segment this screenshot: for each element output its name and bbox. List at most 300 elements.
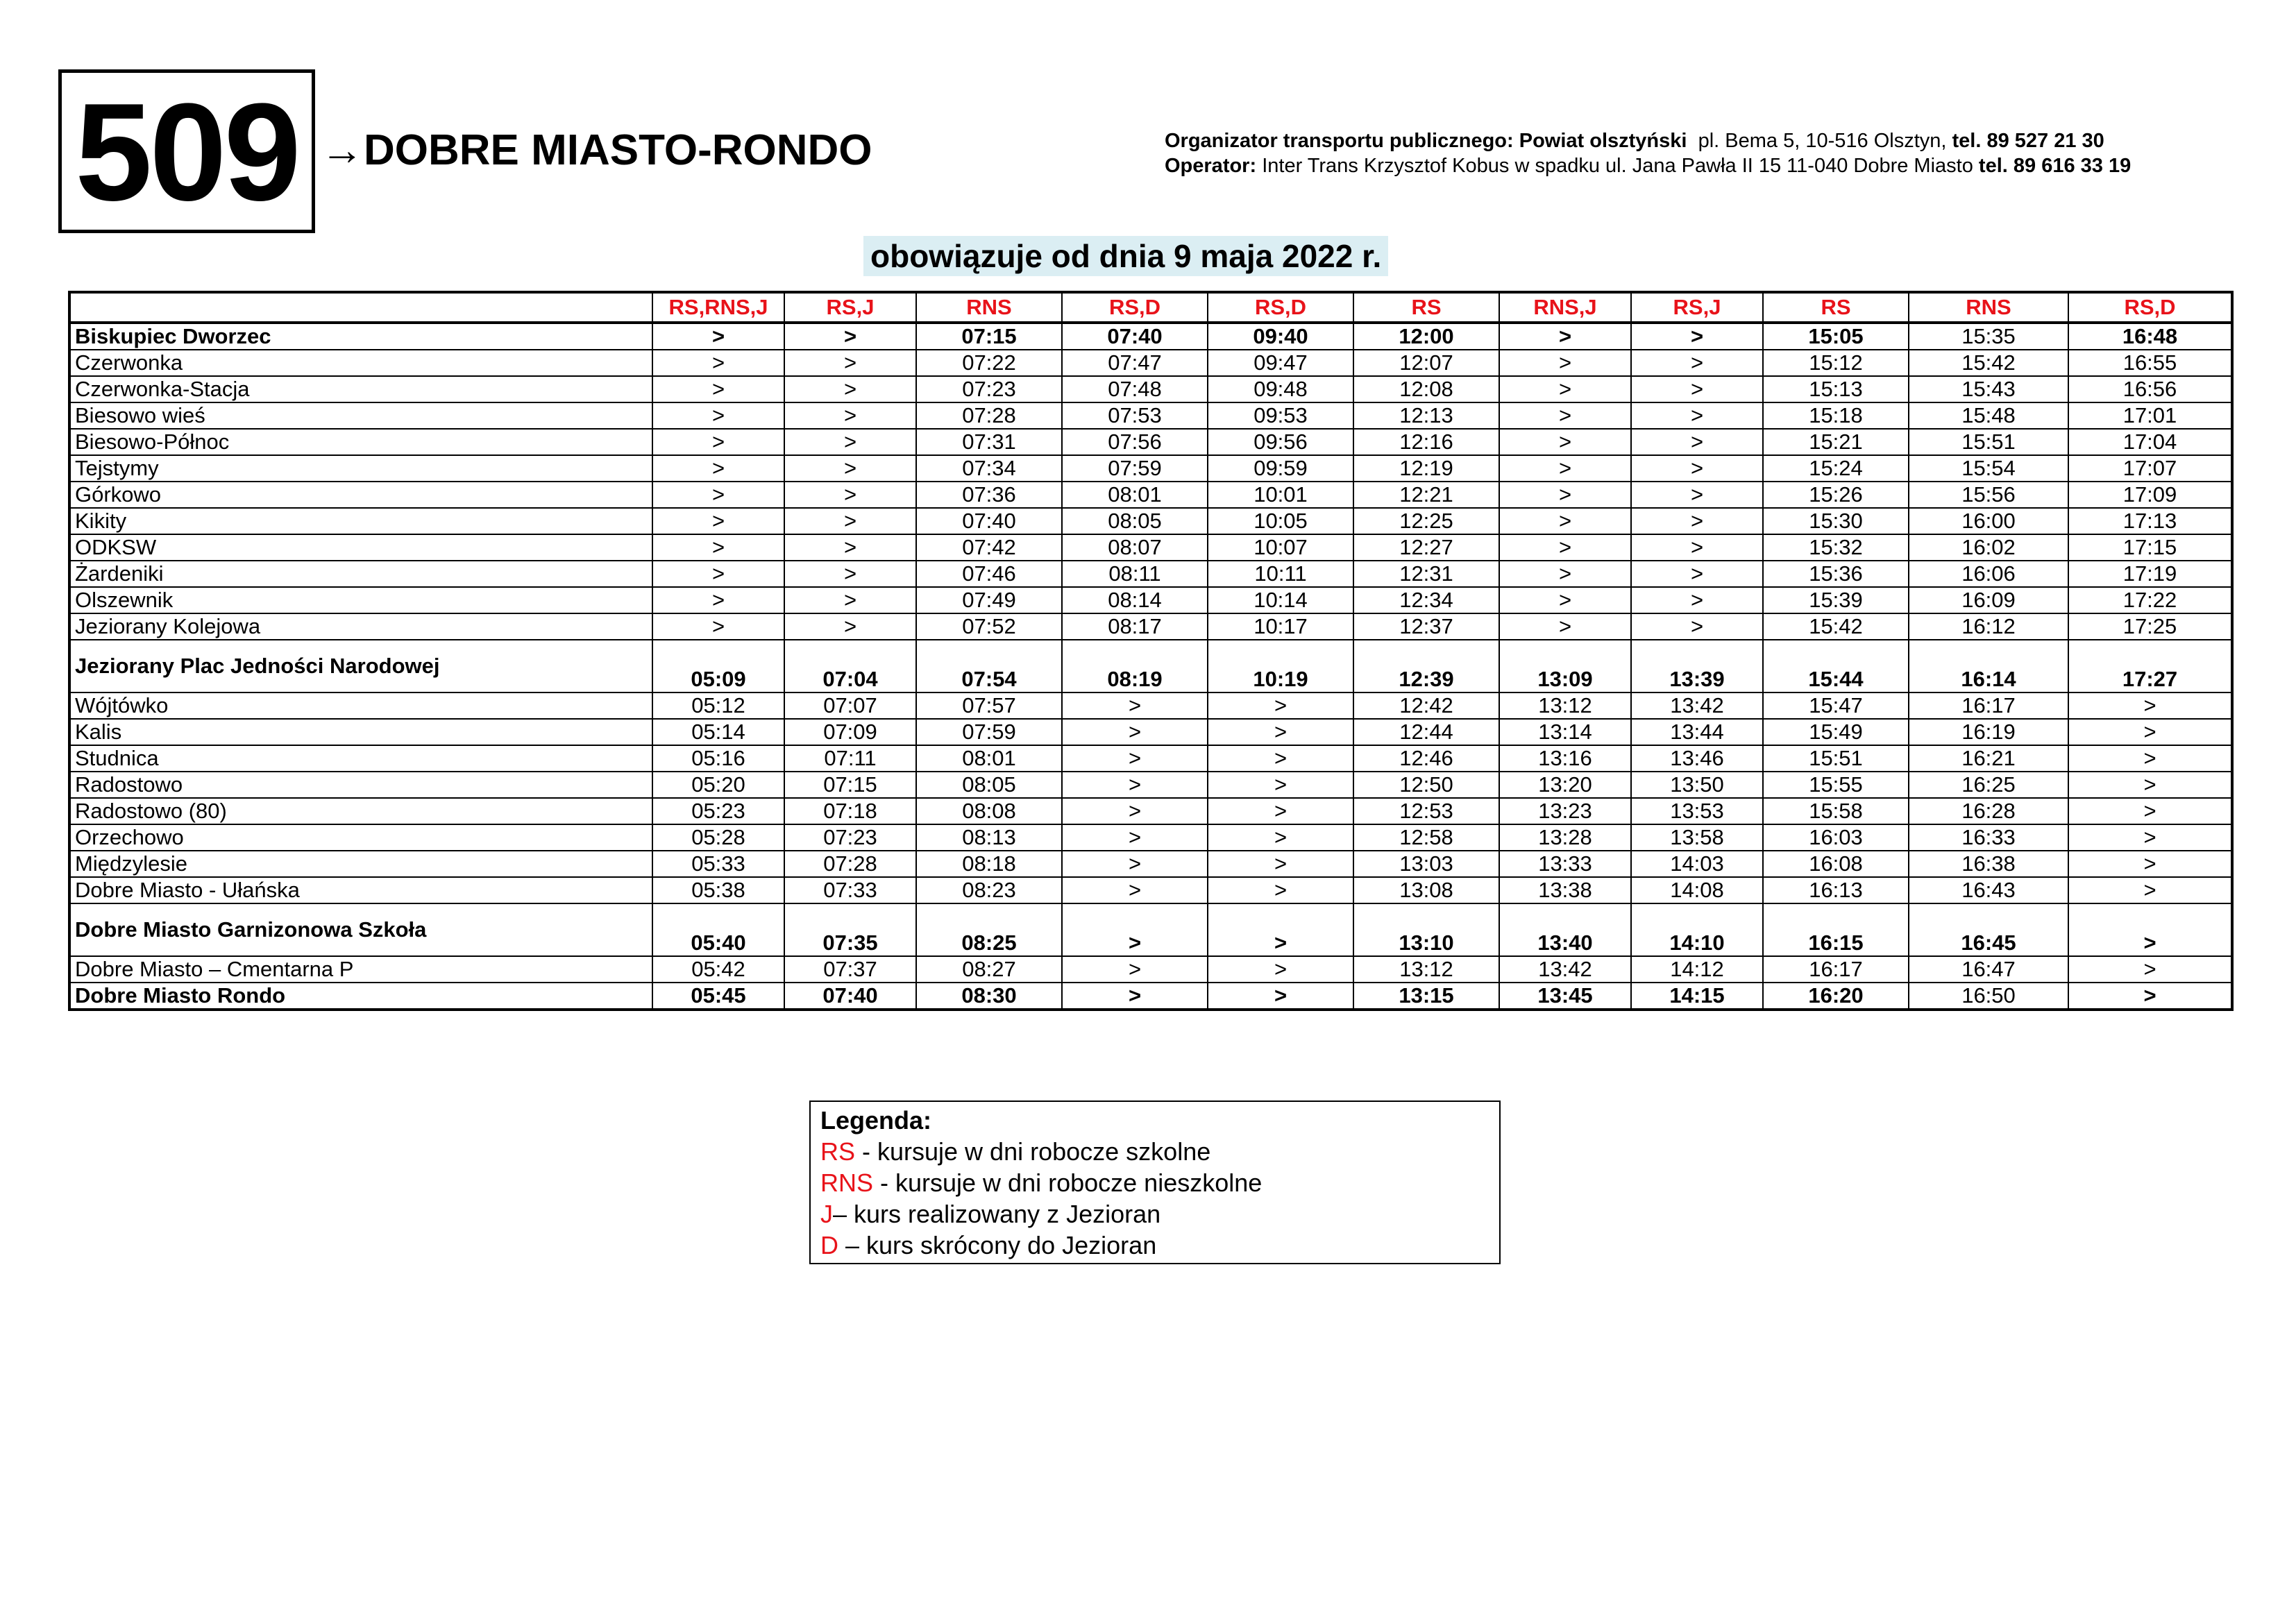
departure-time: 07:31 <box>916 429 1062 455</box>
departure-time: 15:36 <box>1763 561 1909 587</box>
table-row <box>69 482 2232 508</box>
departure-time: > <box>1208 824 1353 851</box>
departure-time: > <box>1631 613 1763 640</box>
departure-time: > <box>2068 692 2232 719</box>
legend-code: D <box>820 1231 838 1259</box>
departure-time: 05:14 <box>652 719 784 745</box>
departure-time: 16:47 <box>1909 956 2068 983</box>
departure-time: > <box>1631 482 1763 508</box>
departure-time: 16:08 <box>1763 851 1909 877</box>
departure-time: 05:28 <box>652 824 784 851</box>
departure-time: 08:08 <box>916 798 1062 824</box>
stop-name: Czerwonka <box>69 350 652 376</box>
departure-time: 16:19 <box>1909 719 2068 745</box>
departure-time: > <box>652 587 784 613</box>
departure-time: 16:13 <box>1763 877 1909 903</box>
departure-time: 16:00 <box>1909 508 2068 534</box>
departure-time: 15:12 <box>1763 350 1909 376</box>
departure-time: 16:09 <box>1909 587 2068 613</box>
departure-time: 16:48 <box>2068 323 2232 350</box>
departure-time: 12:37 <box>1353 613 1499 640</box>
departure-time: > <box>784 587 916 613</box>
departure-time: 07:22 <box>916 350 1062 376</box>
departure-time: 14:08 <box>1631 877 1763 903</box>
organizer-tel-label: tel. <box>1952 130 1982 152</box>
departure-time: 13:10 <box>1353 903 1499 956</box>
operator-name: Inter Trans Krzysztof Kobus w spadku ul. Jana Pawła II 15 11-040 Dobre Miasto <box>1262 155 1973 177</box>
departure-time: > <box>1062 983 1208 1010</box>
departure-time: > <box>652 613 784 640</box>
departure-time: 16:14 <box>1909 640 2068 692</box>
departure-time: 05:42 <box>652 956 784 983</box>
table-row <box>69 772 2232 798</box>
departure-time: 13:46 <box>1631 745 1763 772</box>
stop-name: Radostowo (80) <box>69 798 652 824</box>
departure-time: 15:58 <box>1763 798 1909 824</box>
stop-name: Dobre Miasto Rondo <box>69 983 652 1010</box>
table-row <box>69 350 2232 376</box>
departure-time: 16:25 <box>1909 772 2068 798</box>
departure-time: > <box>1499 561 1631 587</box>
column-header: RS <box>1353 292 1499 323</box>
organizer-line <box>1165 128 2131 153</box>
departure-time: 16:03 <box>1763 824 1909 851</box>
departure-time: > <box>1499 613 1631 640</box>
departure-time: > <box>652 402 784 429</box>
departure-time: 08:07 <box>1062 534 1208 561</box>
stop-name: Orzechowo <box>69 824 652 851</box>
departure-time: 13:23 <box>1499 798 1631 824</box>
table-row <box>69 561 2232 587</box>
column-header: RS <box>1763 292 1909 323</box>
departure-time: 13:09 <box>1499 640 1631 692</box>
departure-time: > <box>652 376 784 402</box>
stop-name: Międzylesie <box>69 851 652 877</box>
departure-time: 05:09 <box>652 640 784 692</box>
departure-time: > <box>1499 402 1631 429</box>
departure-time: > <box>1062 719 1208 745</box>
column-header: RS,D <box>1208 292 1353 323</box>
table-row <box>69 429 2232 455</box>
departure-time: 15:24 <box>1763 455 1909 482</box>
departure-time: 16:38 <box>1909 851 2068 877</box>
departure-time: 05:38 <box>652 877 784 903</box>
stop-name: Biesowo wieś <box>69 402 652 429</box>
departure-time: 17:22 <box>2068 587 2232 613</box>
departure-time: 07:33 <box>784 877 916 903</box>
departure-time: > <box>1208 877 1353 903</box>
departure-time: > <box>1499 587 1631 613</box>
departure-time: > <box>1062 851 1208 877</box>
departure-time: 12:16 <box>1353 429 1499 455</box>
departure-time: 07:48 <box>1062 376 1208 402</box>
departure-time: 08:14 <box>1062 587 1208 613</box>
departure-time: 12:44 <box>1353 719 1499 745</box>
departure-time: 13:28 <box>1499 824 1631 851</box>
departure-time: > <box>652 323 784 350</box>
departure-time: > <box>652 455 784 482</box>
departure-time: > <box>784 561 916 587</box>
departure-time: 09:53 <box>1208 402 1353 429</box>
departure-time: 12:08 <box>1353 376 1499 402</box>
departure-time: > <box>784 402 916 429</box>
departure-time: 16:06 <box>1909 561 2068 587</box>
departure-time: > <box>1062 877 1208 903</box>
departure-time: > <box>1631 429 1763 455</box>
departure-time: 12:53 <box>1353 798 1499 824</box>
departure-time: > <box>784 376 916 402</box>
stop-name: ODKSW <box>69 534 652 561</box>
departure-time: > <box>1631 561 1763 587</box>
departure-time: 16:28 <box>1909 798 2068 824</box>
departure-time: > <box>1208 745 1353 772</box>
departure-time: 14:15 <box>1631 983 1763 1010</box>
departure-time: > <box>784 455 916 482</box>
column-header: RS,D <box>2068 292 2232 323</box>
departure-time: 10:11 <box>1208 561 1353 587</box>
table-row <box>69 877 2232 903</box>
departure-time: 07:04 <box>784 640 916 692</box>
departure-time: 07:37 <box>784 956 916 983</box>
departure-time: 17:27 <box>2068 640 2232 692</box>
column-header: RS,RNS,J <box>652 292 784 323</box>
departure-time: 05:16 <box>652 745 784 772</box>
departure-time: 12:46 <box>1353 745 1499 772</box>
departure-time: 10:17 <box>1208 613 1353 640</box>
table-row <box>69 323 2232 350</box>
departure-time: > <box>2068 903 2232 956</box>
departure-time: > <box>1062 745 1208 772</box>
departure-time: 17:09 <box>2068 482 2232 508</box>
departure-time: 15:49 <box>1763 719 1909 745</box>
departure-time: 08:19 <box>1062 640 1208 692</box>
stop-name: Dobre Miasto – Cmentarna P <box>69 956 652 983</box>
departure-time: 08:01 <box>916 745 1062 772</box>
departure-time: > <box>652 508 784 534</box>
legend-item <box>820 1230 1489 1261</box>
table-row <box>69 587 2232 613</box>
departure-time: 16:15 <box>1763 903 1909 956</box>
legend-code: RS <box>820 1137 856 1166</box>
departure-time: > <box>1499 508 1631 534</box>
departure-time: 07:28 <box>916 402 1062 429</box>
departure-time: 10:14 <box>1208 587 1353 613</box>
departure-time: > <box>1499 350 1631 376</box>
departure-time: 07:36 <box>916 482 1062 508</box>
stop-column-header <box>69 292 652 323</box>
departure-time: 16:12 <box>1909 613 2068 640</box>
departure-time: > <box>1208 772 1353 798</box>
departure-time: > <box>2068 798 2232 824</box>
departure-time: 13:53 <box>1631 798 1763 824</box>
departure-time: > <box>1062 824 1208 851</box>
stop-name: Olszewnik <box>69 587 652 613</box>
departure-time: > <box>1631 402 1763 429</box>
column-header: RS,J <box>784 292 916 323</box>
departure-time: 07:46 <box>916 561 1062 587</box>
table-row <box>69 402 2232 429</box>
departure-time: > <box>1499 323 1631 350</box>
departure-time: 05:45 <box>652 983 784 1010</box>
operator-line <box>1165 153 2131 178</box>
stop-name: Biesowo-Północ <box>69 429 652 455</box>
departure-time: > <box>784 613 916 640</box>
departure-time: 17:01 <box>2068 402 2232 429</box>
departure-time: 12:21 <box>1353 482 1499 508</box>
departure-time: 07:59 <box>916 719 1062 745</box>
departure-time: 07:59 <box>1062 455 1208 482</box>
departure-time: 07:23 <box>916 376 1062 402</box>
column-header: RS,J <box>1631 292 1763 323</box>
departure-time: 08:23 <box>916 877 1062 903</box>
departure-time: > <box>1631 455 1763 482</box>
departure-time: > <box>2068 983 2232 1010</box>
departure-time: 07:53 <box>1062 402 1208 429</box>
departure-time: 15:47 <box>1763 692 1909 719</box>
legend-item <box>820 1136 1489 1167</box>
departure-time: 13:40 <box>1499 903 1631 956</box>
departure-time: 14:12 <box>1631 956 1763 983</box>
departure-time: 15:44 <box>1763 640 1909 692</box>
table-row <box>69 508 2232 534</box>
departure-time: > <box>2068 745 2232 772</box>
departure-time: > <box>784 482 916 508</box>
legend <box>809 1101 1501 1264</box>
departure-time: > <box>652 482 784 508</box>
departure-time: > <box>1631 534 1763 561</box>
departure-time: 15:54 <box>1909 455 2068 482</box>
departure-time: 17:04 <box>2068 429 2232 455</box>
departure-time: 05:12 <box>652 692 784 719</box>
departure-time: 12:00 <box>1353 323 1499 350</box>
departure-time: > <box>784 508 916 534</box>
departure-time: 07:15 <box>784 772 916 798</box>
departure-time: 09:48 <box>1208 376 1353 402</box>
organizer-label: Organizator transportu publicznego: <box>1165 130 1514 152</box>
table-row <box>69 798 2232 824</box>
departure-time: 07:23 <box>784 824 916 851</box>
departure-time: > <box>1631 508 1763 534</box>
departure-time: > <box>2068 719 2232 745</box>
departure-time: 15:55 <box>1763 772 1909 798</box>
departure-time: 13:42 <box>1631 692 1763 719</box>
table-row <box>69 692 2232 719</box>
departure-time: 16:21 <box>1909 745 2068 772</box>
departure-time: 12:19 <box>1353 455 1499 482</box>
departure-time: 10:19 <box>1208 640 1353 692</box>
departure-time: > <box>784 429 916 455</box>
departure-time: 13:16 <box>1499 745 1631 772</box>
departure-time: 17:19 <box>2068 561 2232 587</box>
departure-time: 12:39 <box>1353 640 1499 692</box>
departure-time: > <box>1208 851 1353 877</box>
departure-time: > <box>1499 534 1631 561</box>
stop-name: Studnica <box>69 745 652 772</box>
departure-time: 07:28 <box>784 851 916 877</box>
departure-time: > <box>1208 903 1353 956</box>
departure-time: > <box>1631 587 1763 613</box>
departure-time: 07:40 <box>916 508 1062 534</box>
departure-time: > <box>1499 455 1631 482</box>
departure-time: 15:48 <box>1909 402 2068 429</box>
departure-time: 10:01 <box>1208 482 1353 508</box>
departure-time: 15:39 <box>1763 587 1909 613</box>
table-row <box>69 851 2232 877</box>
departure-time: > <box>2068 772 2232 798</box>
departure-time: 12:34 <box>1353 587 1499 613</box>
departure-time: 15:30 <box>1763 508 1909 534</box>
table-row <box>69 613 2232 640</box>
table-row <box>69 376 2232 402</box>
departure-time: 16:20 <box>1763 983 1909 1010</box>
legend-text: – kurs skrócony do Jezioran <box>838 1231 1157 1259</box>
legend-text: – kurs realizowany z Jezioran <box>833 1200 1161 1228</box>
departure-time: 08:27 <box>916 956 1062 983</box>
departure-time: 07:56 <box>1062 429 1208 455</box>
stop-name: Kalis <box>69 719 652 745</box>
departure-time: > <box>1208 798 1353 824</box>
departure-time: 07:49 <box>916 587 1062 613</box>
stop-name: Dobre Miasto - Ułańska <box>69 877 652 903</box>
departure-time: > <box>784 534 916 561</box>
organizer-info <box>1165 128 2131 178</box>
departure-time: 15:42 <box>1763 613 1909 640</box>
departure-time: 07:07 <box>784 692 916 719</box>
table-row <box>69 983 2232 1010</box>
table-row <box>69 719 2232 745</box>
legend-item <box>820 1198 1489 1230</box>
departure-time: > <box>784 350 916 376</box>
departure-time: 05:20 <box>652 772 784 798</box>
departure-time: > <box>2068 956 2232 983</box>
departure-time: 08:11 <box>1062 561 1208 587</box>
departure-time: 13:39 <box>1631 640 1763 692</box>
stop-name: Górkowo <box>69 482 652 508</box>
departure-time: > <box>784 323 916 350</box>
departure-time: 12:58 <box>1353 824 1499 851</box>
departure-time: 12:13 <box>1353 402 1499 429</box>
stop-name: Dobre Miasto Garnizonowa Szkoła <box>69 903 652 956</box>
departure-time: 07:09 <box>784 719 916 745</box>
stop-name: Jeziorany Kolejowa <box>69 613 652 640</box>
departure-time: 14:03 <box>1631 851 1763 877</box>
departure-time: > <box>1062 798 1208 824</box>
departure-time: 08:17 <box>1062 613 1208 640</box>
departure-time: 15:35 <box>1909 323 2068 350</box>
table-row <box>69 824 2232 851</box>
stop-name: Czerwonka-Stacja <box>69 376 652 402</box>
departure-time: > <box>1062 956 1208 983</box>
departure-time: 12:50 <box>1353 772 1499 798</box>
departure-time: 13:38 <box>1499 877 1631 903</box>
departure-time: 16:33 <box>1909 824 2068 851</box>
departure-time: 16:45 <box>1909 903 2068 956</box>
departure-time: 15:51 <box>1909 429 2068 455</box>
departure-time: 17:25 <box>2068 613 2232 640</box>
stop-name: Kikity <box>69 508 652 534</box>
departure-time: > <box>1499 429 1631 455</box>
timetable <box>68 291 2234 1011</box>
departure-time: 08:18 <box>916 851 1062 877</box>
departure-time: 16:50 <box>1909 983 2068 1010</box>
legend-code: J <box>820 1200 833 1228</box>
departure-time: 17:07 <box>2068 455 2232 482</box>
operator-label: Operator: <box>1165 155 1257 177</box>
operator-tel-label: tel. <box>1978 155 2008 177</box>
legend-text: - kursuje w dni robocze nieszkolne <box>873 1169 1263 1197</box>
departure-time: 07:18 <box>784 798 916 824</box>
departure-time: 15:18 <box>1763 402 1909 429</box>
departure-time: > <box>652 350 784 376</box>
column-header: RNS <box>916 292 1062 323</box>
departure-time: 15:51 <box>1763 745 1909 772</box>
departure-time: 16:43 <box>1909 877 2068 903</box>
departure-time: > <box>1631 323 1763 350</box>
departure-time: 13:15 <box>1353 983 1499 1010</box>
departure-time: 07:40 <box>1062 323 1208 350</box>
departure-time: 13:44 <box>1631 719 1763 745</box>
departure-time: 15:26 <box>1763 482 1909 508</box>
departure-time: > <box>1631 350 1763 376</box>
legend-title: Legenda: <box>820 1106 932 1135</box>
departure-time: 13:20 <box>1499 772 1631 798</box>
departure-time: 08:05 <box>1062 508 1208 534</box>
table-row <box>69 534 2232 561</box>
departure-time: > <box>1208 692 1353 719</box>
departure-time: 13:12 <box>1499 692 1631 719</box>
valid-from-banner: obowiązuje od dnia 9 maja 2022 r. <box>863 236 1388 276</box>
departure-time: 12:31 <box>1353 561 1499 587</box>
departure-time: 15:21 <box>1763 429 1909 455</box>
departure-time: > <box>652 561 784 587</box>
departure-time: > <box>2068 851 2232 877</box>
departure-time: 13:58 <box>1631 824 1763 851</box>
departure-time: 13:12 <box>1353 956 1499 983</box>
departure-time: 07:47 <box>1062 350 1208 376</box>
stop-name: Radostowo <box>69 772 652 798</box>
line-number-box <box>58 69 315 233</box>
departure-time: 10:07 <box>1208 534 1353 561</box>
departure-time: > <box>1062 903 1208 956</box>
departure-time: 07:35 <box>784 903 916 956</box>
table-row <box>69 956 2232 983</box>
departure-time: > <box>1499 482 1631 508</box>
organizer-tel: 89 527 21 30 <box>1986 130 2104 152</box>
departure-time: 13:42 <box>1499 956 1631 983</box>
departure-time: 08:05 <box>916 772 1062 798</box>
departure-time: 10:05 <box>1208 508 1353 534</box>
departure-time: > <box>2068 824 2232 851</box>
timetable-header <box>69 292 2232 323</box>
departure-time: 15:42 <box>1909 350 2068 376</box>
legend-code: RNS <box>820 1169 874 1197</box>
departure-time: 13:33 <box>1499 851 1631 877</box>
organizer-address: pl. Bema 5, 10-516 Olsztyn, <box>1698 130 1947 152</box>
departure-time: 05:40 <box>652 903 784 956</box>
column-header: RNS <box>1909 292 2068 323</box>
table-row <box>69 903 2232 956</box>
departure-time: 08:01 <box>1062 482 1208 508</box>
departure-time: 13:45 <box>1499 983 1631 1010</box>
operator-tel: 89 616 33 19 <box>2013 155 2132 177</box>
legend-text: - kursuje w dni robocze szkolne <box>855 1137 1211 1166</box>
stop-name: Jeziorany Plac Jedności Narodowej <box>69 640 652 692</box>
departure-time: 12:27 <box>1353 534 1499 561</box>
departure-time: 08:30 <box>916 983 1062 1010</box>
departure-time: > <box>1062 772 1208 798</box>
departure-time: 07:15 <box>916 323 1062 350</box>
organizer-name: Powiat olsztyński <box>1519 130 1687 152</box>
